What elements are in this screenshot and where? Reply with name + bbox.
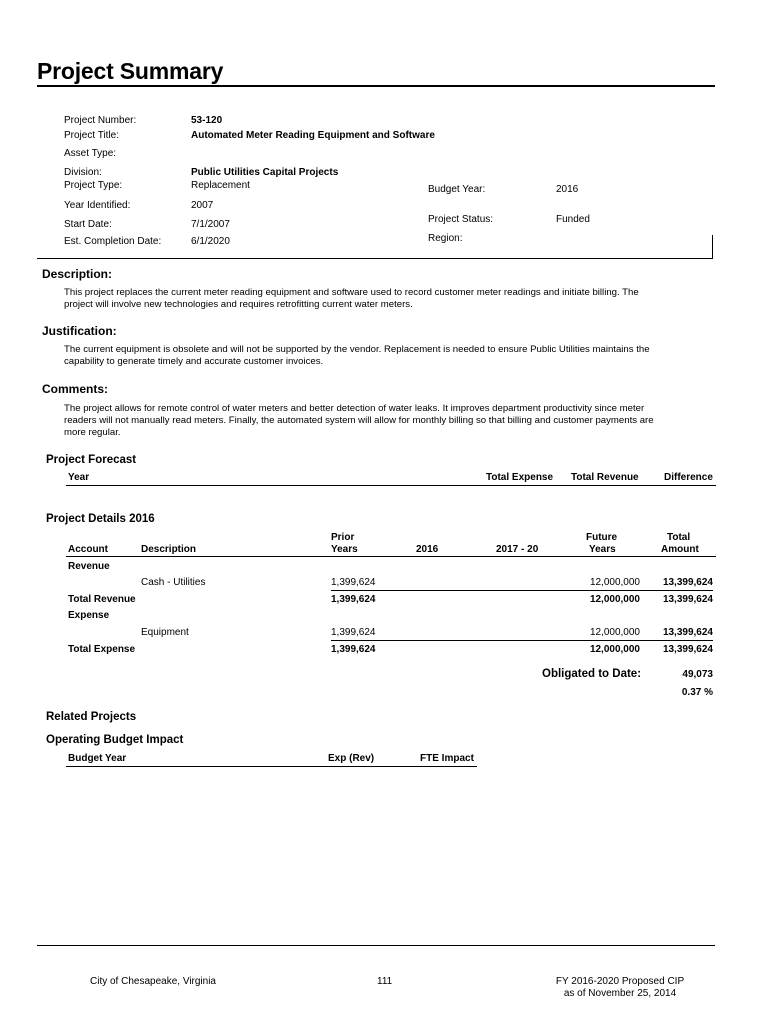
footer-organization: City of Chesapeake, Virginia [90, 976, 216, 987]
footer-rule [37, 945, 715, 946]
year-identified-value: 2007 [191, 200, 214, 211]
forecast-col-revenue: Total Revenue [571, 472, 639, 483]
footer-page-number: 111 [377, 976, 393, 987]
project-type-value: Replacement [191, 180, 250, 191]
footer-plan-title: FY 2016-2020 Proposed CIP [555, 976, 685, 987]
total-expense-future: 12,000,000 [589, 644, 640, 655]
details-col-2016: 2016 [416, 544, 439, 555]
comments-line-2: readers will not manually read meters. Finally, the automated system will allow for monthly billing so that billing and customer payments are [64, 415, 654, 426]
forecast-rule [66, 485, 716, 486]
justification-heading: Justification: [42, 324, 117, 338]
division-label: Division: [64, 167, 102, 178]
budget-year-value: 2016 [556, 184, 579, 195]
year-identified-label: Year Identified: [64, 200, 131, 211]
completion-date-value: 6/1/2020 [191, 236, 230, 247]
comments-line-1: The project allows for remote control of water meters and better detection of water leaks. It improves department productivity since meter [64, 403, 645, 414]
details-header-rule [66, 556, 716, 557]
title-rule [37, 85, 715, 87]
comments-line-3: more regular. [64, 427, 121, 438]
revenue-subtotal-rule [331, 590, 713, 591]
expense-description: Equipment [141, 627, 189, 638]
forecast-col-difference: Difference [664, 472, 713, 483]
revenue-future-years: 12,000,000 [589, 577, 640, 588]
description-line-1: This project replaces the current meter reading equipment and software used to record customer meter readings and initiate billing. The [64, 287, 639, 298]
division-value: Public Utilities Capital Projects [191, 167, 339, 178]
revenue-description: Cash - Utilities [141, 577, 206, 588]
project-type-label: Project Type: [64, 180, 123, 191]
expense-label: Expense [68, 610, 110, 621]
obligated-percent: 0.37 % [681, 687, 713, 698]
total-revenue-prior: 1,399,624 [331, 594, 376, 605]
operating-rule [66, 766, 477, 767]
project-number: 53-120 [191, 115, 223, 126]
total-expense-label: Total Expense [68, 644, 136, 655]
budget-year-label: Budget Year: [428, 184, 486, 195]
forecast-heading: Project Forecast [46, 454, 137, 466]
info-rule-bottom [37, 258, 713, 259]
expense-subtotal-rule [331, 640, 713, 641]
revenue-prior-years: 1,399,624 [331, 577, 376, 588]
obligated-label: Obligated to Date: [542, 668, 642, 680]
footer-as-of-date: as of November 25, 2014 [563, 988, 677, 999]
expense-total: 13,399,624 [662, 627, 713, 638]
details-col-account: Account [68, 544, 108, 555]
total-expense-total: 13,399,624 [662, 644, 713, 655]
obligated-value: 49,073 [682, 669, 713, 680]
start-date-label: Start Date: [64, 219, 112, 230]
completion-date-label: Est. Completion Date: [64, 236, 162, 247]
details-col-future-2: Years [589, 544, 616, 555]
project-title: Automated Meter Reading Equipment and Software [191, 130, 435, 141]
total-revenue-future: 12,000,000 [589, 594, 640, 605]
details-col-total-2: Amount [661, 544, 699, 555]
operating-col-exp: Exp (Rev) [328, 753, 375, 764]
page-title: Project Summary [37, 58, 224, 84]
expense-prior-years: 1,399,624 [331, 627, 376, 638]
total-revenue-total: 13,399,624 [662, 594, 713, 605]
operating-col-budget-year: Budget Year [68, 753, 127, 764]
description-line-2: project will involve new technologies and requires retrofitting current water meters. [64, 299, 413, 310]
justification-line-2: capability to generate timely and accurate customer invoices. [64, 356, 324, 367]
project-status-label: Project Status: [428, 214, 494, 225]
details-col-total-1: Total [667, 532, 691, 543]
description-heading: Description: [42, 267, 113, 281]
details-col-description: Description [141, 544, 197, 555]
region-label: Region: [428, 233, 463, 244]
project-number-label: Project Number: [64, 115, 137, 126]
start-date-value: 7/1/2007 [191, 219, 230, 230]
project-title-label: Project Title: [64, 130, 120, 141]
operating-col-fte: FTE Impact [420, 753, 474, 764]
forecast-col-year: Year [68, 472, 90, 483]
project-status-value: Funded [556, 214, 590, 225]
details-col-prior-2: Years [331, 544, 358, 555]
forecast-col-expense: Total Expense [486, 472, 554, 483]
details-col-prior-1: Prior [331, 532, 355, 543]
total-revenue-label: Total Revenue [68, 594, 136, 605]
justification-line-1: The current equipment is obsolete and will not be supported by the vendor. Replacement is needed to ensure Public Utilities maintains the [64, 344, 650, 355]
operating-budget-heading: Operating Budget Impact [46, 734, 184, 746]
details-heading: Project Details 2016 [46, 513, 155, 525]
revenue-label: Revenue [68, 561, 110, 572]
info-rule-right [712, 235, 713, 259]
details-col-future-1: Future [586, 532, 618, 543]
details-col-2017: 2017 - 20 [496, 544, 539, 555]
total-expense-prior: 1,399,624 [331, 644, 376, 655]
expense-future-years: 12,000,000 [589, 627, 640, 638]
related-projects-heading: Related Projects [46, 711, 137, 723]
revenue-total: 13,399,624 [662, 577, 713, 588]
comments-heading: Comments: [42, 382, 109, 396]
asset-type-label: Asset Type: [64, 148, 117, 159]
